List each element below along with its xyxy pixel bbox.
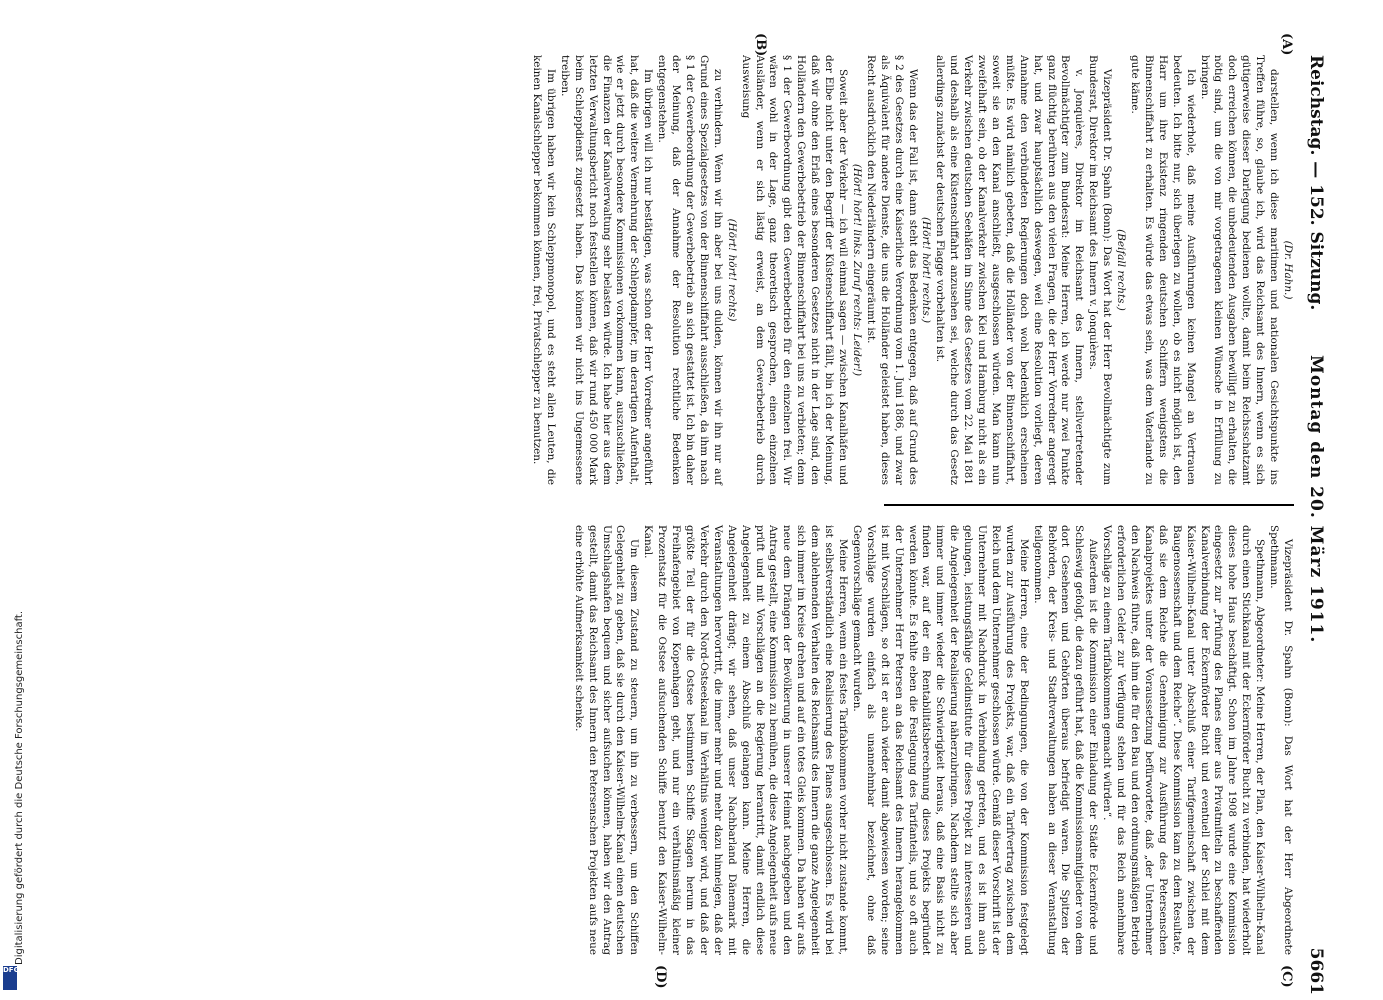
- margin-letter-c: (C): [1279, 965, 1294, 988]
- paragraph: Ich wiederhole, daß meine Ausführungen keinen Mangel an Vertrauen bedeuten. Ich bitte nur, sich überlegen zu wollen, ob es nicht möglich ist, den Harr um ihre Existenz ringenden deutschen Schiffern wenigstens die Binnenschiffahrt zu erhalten. Es würde das etwas sein, was dem Vaterlande zu gute käme.: [1129, 55, 1197, 485]
- paragraph: Vizepräsident Dr. Spahn (Bonn): Das Wort hat der Herr Bevollmächtigte zum Bundesrat, Direktor im Reichsamt des Innern v. Jonquières.: [1087, 55, 1114, 485]
- column-divider: [884, 504, 1294, 506]
- dfg-logo: DFG: [3, 966, 17, 990]
- interjection: (Dr. Hahn.): [1282, 240, 1294, 300]
- paragraph: Im übrigen haben wir kein Schleppmonopol, und es steht allen Leuten, die keinen Kanalschlepper bekommen können, frei, Privatschlepper zu benutzen.: [531, 55, 557, 485]
- interjection: (Hört! hört! rechts): [725, 218, 738, 322]
- margin-letter-a: (A): [1279, 33, 1294, 56]
- paragraph: Soweit aber der Verkehr — ich will einmal sagen — zwischen Kanalhäfen und der Elbe nicht unter den Begriff der Küstenschiffahrt fällt, bin ich der Meinung, daß wir ohne den Erlaß eines besonderen Gesetzes nicht in der Lage sind, den Holländern den Gewerbebetrieb der Binnenschiffahrt bei uns zu verbieten; denn § 1 der Gewerbeordnung gibt den Gewerbebetrieb für den einzelnen frei. Wir wären wohl in der Lage, ganz theoretisch gesprochen, einen einzelnen Ausländer, wenn er sich lästig erweist, an dem Gewerbebetrieb durch Ausweisung: [739, 55, 849, 485]
- header-date: Montag den 20. März 1911.: [1306, 355, 1326, 644]
- paragraph: darstellen, wenn ich diese maritimen und nationalen Gesichtspunkte ins Treffen führe, so, glaube ich, wird das Reichsamt des Innern, wenn es sich gütigerweise dieser Darlegung bedienen wollte, damit beim Reichsschatzamt doch erreichen können, die unbedeutenden Ausgaben bewilligt zu erhalten, die nötig sind, um die von mir vorgetragenen kleinen Wünsche in Erfüllung zu bringen.: [1198, 55, 1281, 485]
- paragraph: Meine Herren, eine der Bedingungen, die von der Kommission festgelegt wurden zur Ausführung des Projekts, war, daß ein Tarifvertrag zwischen dem Reich und dem Unternehmer geschlossen würde. Gemäß dieser Vorschrift ist der Unternehmer mit Nachdruck in Verbindung getreten, und es ist ihm auch gelungen, leistungsfähige Geldinstitute für dieses Projekt zu interessieren und die Angelegenheit der Realisierung näherzubringen. Nachdem stellte sich aber immer und immer wieder die Schwierigkeit heraus, daß eine Basis nicht zu finden war, auf der ein Rentabilitätsberechnung dieses Projekts begründet werden könnte. Es fehlte eben die Festlegung des Tarifanteils, und so oft auch der Unternehmer Herr Petersen an das Reichsamt des Innern herangekommen ist mit Vorschlägen, so oft ist er auch wieder damit abgewiesen worden; seine Vorschläge wurden einfach als unannehmbar bezeichnet, ohne daß Gegenvorschläge gemacht wurden.: [850, 525, 1030, 955]
- margin-letter-d: (D): [653, 965, 668, 989]
- paragraph: Meine Herren, wenn ein festes Tarifabkommen vorher nicht zustande kommt, ist selbstverständlich eine Realisierung des Planes ausgeschlossen. Es wird bei dem ablehnenden Verhalten des Reichsamts des Innern die ganze Angelegenheit sich immer im Kreise drehen und auf ein totes Gleis kommen. Da haben wir aufs neue dem Drängen der Bevölkerung in unserer Heimat nachgegeben und den Antrag gestellt, eine Kommission zu bemühen, die diese Angelegenheit aufs neue prüft und mit Vorschlägen an die Regierung herantritt, damit endlich diese Angelegenheit zu einem Abschluß gelangen kann. Meine Herren, die Angelegenheit drängt; wir sehen, daß unser Nachbarland Dänemark mit Veranstaltungen hervortritt, die immer mehr und mehr dazu hinneigen, daß der Verkehr durch den Nord-Ostseekanal im Verhältnis weniger wird, und daß der größte Teil der für die Ostsee bestimmten Schiffe Skagen herum in das Freihafengebiet von Kopenhagen geht, und nur ein verhältnismäßig kleiner Prozentsatz für die Ostsee aufsuchenden Schiffe benutzt den Kaiser-Wilhelm-Kanal.: [642, 525, 849, 955]
- interjection: (Hört! hört! links. Zuruf rechts: Leider!): [850, 163, 863, 377]
- margin-letter-b: (B): [753, 33, 768, 57]
- header-left: Reichstag. — 152. Sitzung.: [1306, 55, 1326, 311]
- interjection: (Beifall rechts.): [1115, 229, 1128, 311]
- paragraph: Um diesem Zustand zu steuern, um ihn zu verbessern, um den Schiffen Gelegenheit zu geben, daß sie durch den Kaiser-Wilhelm-Kanal einen deutschen Umschlagshafen bequem und sicher aufsuchen können, haben wir den Antrag gestellt, damit das Reichsamt des Innern den Petersenschen Projekten aufs neue eine erhöhte Aufmerksamkeit schenke.: [572, 525, 641, 955]
- digitization-credit: [14, 30, 26, 970]
- left-text-column: [529, 55, 1294, 485]
- paragraph: Im übrigen will ich nur bestätigen, was schon der Herr Vorredner angeführt hat, daß die weitere Vermehrung der Schleppdampfer, im derartigen Aufenthalt, wie er jetzt durch besondere Kommissionen vorkommen kann, auszuschließen, die Finanzen der Kanalverwaltung sehr belasten würde. Ich habe hier aus dem letzten Verwaltungsbericht noch feststellen können, daß wir rund 450 000 Mark beim Schleppdienst zugesetzt haben. Das können wir nicht ins Ungemessene treiben.: [558, 55, 655, 485]
- paragraph: Außerdem ist die Kommission einer Einladung der Städte Eckernförde und Schleswig gefolgt, die dazu geführt hat, daß die Kommissionsmitglieder von dem dort Gesehenen und Gehörten überaus befriedigt waren. Die Spitzen der Behörden, der Kreis- und Stadtverwaltungen haben an dieser Veranstaltung teilgenommen.: [1031, 525, 1100, 955]
- credit-text: Digitalisierung gefördert durch die Deutsche Forschungsgemeinschaft.: [14, 610, 25, 965]
- paragraph: v. Jonquières, Direktor im Reichsamt des Innern, stellvertretender Bevollmächtigter zum Bundesrat: Meine Herren, ich werde nur zwei Punkte ganz flüchtig berühren aus den vielen Fragen, die der Herr Vorredner angeregt hat, und zwar hauptsächlich deswegen, weil eine Resolution vorliegt, deren Annahme den verbündeten Regierungen doch wohl bedenklich erscheinen müßte. Es wird nämlich gebeten, daß die Holländer von der Binnenschiffahrt, soweit sie an den Kanal anschließt, ausgeschlossen würden. Man kann nun zweifelhaft sein, ob der Kanalverkehr zwischen Kiel und Hamburg nicht als ein Verkehr zwischen deutschen Seehäfen im Sinne des Gesetzes vom 22. Mai 1881 und deshalb als eine Küstenschiffahrt anzusehen sei, welche durch das Gesetz allerdings zunächst der deutschen Flagge vorbehalten ist.: [934, 55, 1086, 485]
- paragraph: Wenn das der Fall ist, dann steht das Bedenken entgegen, daß auf Grund des § 2 des Gesetzes durch eine Kaiserliche Verordnung vom 1. Juni 1886, und zwar als Äquivalent für andere Dienste, die uns die Holländer geleistet haben, dieses Recht ausdrücklich den Niederländern eingeräumt ist.: [864, 55, 919, 485]
- paragraph: Spethmann, Abgeordneter: Meine Herren, der Plan, den Kaiser-Wilhelm-Kanal durch einen Stichkanal mit der Eckernförder Bucht zu verbinden, hat wiederholt dieses hohe Haus beschäftigt. Schon im Jahre 1908 wurde eine Kommission eingesetzt zur „Prüfung des Planes einer aus Privatmitteln zu beschaffenden Kanalverbindung der Eckernförder Bucht und eventuell der Schlei mit dem Kaiser-Wilhelm-Kanal unter Abschluß einer Tarifgemeinschaft zwischen der Baugenossenschaft und dem Reiche“. Diese Kommission kam zu dem Resultate, daß sie dem Reiche die Genehmigung zur Ausführung des Petersenschen Kanalprojektes unter der Voraussetzung befürwortete, daß „der Unternehmer den Nachweis führe, daß ihm die für den Bau und den ordnungsmäßigen Betrieb erforderlichen Gelder zur Verfügung stehen und für das Reich annehmbare Vorschläge zu einem Tarifabkommen gemacht würden“.: [1101, 525, 1267, 955]
- interjection: (Hört! hört! rechts.): [920, 216, 933, 324]
- paragraph: Vizepräsident Dr. Spahn (Bonn): Das Wort hat der Herr Abgeordnete Spethmann.: [1268, 525, 1294, 955]
- right-text-column: [571, 525, 1294, 955]
- page-number: 5661: [1306, 947, 1326, 995]
- document-page: [38, 33, 1328, 995]
- page-header: [1302, 55, 1328, 995]
- paragraph: zu verhindern. Wenn wir ihn aber bei uns dulden, können wir ihn nur auf Grund eines Spezialgesetzes von der Binnenschiffahrt ausschließen, da ihm nach § 1 der Gewerbeordnung der Gewerbebetrieb an sich gestattet ist. Ich bin daher der Meinung, daß der Annahme der Resolution rechtliche Bedenken entgegenstehen.: [656, 55, 724, 485]
